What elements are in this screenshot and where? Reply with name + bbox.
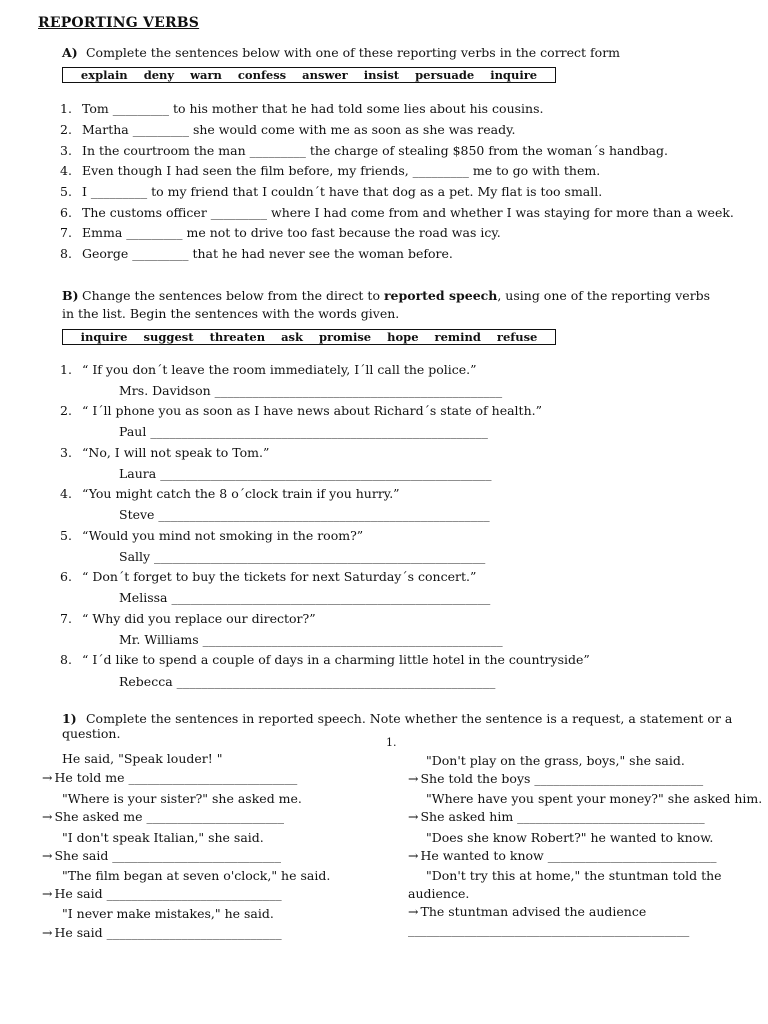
list-item bbox=[60, 225, 501, 240]
verb-b-6: remind bbox=[434, 330, 481, 344]
arrow-icon: → bbox=[42, 925, 53, 940]
arrow-icon: → bbox=[408, 904, 419, 919]
item-quote: “Would you mind not smoking in the room?” bbox=[82, 528, 364, 543]
item-number: 5. bbox=[60, 184, 72, 199]
answer-text: She asked him ______________________________ bbox=[420, 809, 705, 824]
right-answer-4[interactable] bbox=[408, 904, 646, 919]
answer-text: He said ____________________________ bbox=[54, 925, 282, 940]
item-quote: “ I´ll phone you as soon as I have news about Richard´s state of health.” bbox=[82, 403, 542, 418]
exercise-number: 1. bbox=[386, 736, 397, 749]
list-item bbox=[60, 611, 316, 626]
section-b-label: B) bbox=[62, 288, 79, 303]
verb-b-3: ask bbox=[281, 330, 303, 344]
left-answer-4[interactable] bbox=[42, 886, 282, 901]
item-text: Emma _________ me not to drive too fast because the road was icy. bbox=[82, 225, 501, 240]
left-answer-1[interactable] bbox=[42, 770, 297, 785]
left-answer-3[interactable] bbox=[42, 848, 281, 863]
item-number: 8. bbox=[60, 652, 72, 667]
answer-text: The stuntman advised the audience bbox=[420, 904, 647, 919]
answer-line[interactable]: Melissa ___________________________________________________ bbox=[119, 590, 491, 605]
item-quote: “You might catch the 8 o´clock train if you hurry.” bbox=[82, 486, 400, 501]
answer-text: She said ___________________________ bbox=[54, 848, 282, 863]
section-b-text-post: , using one of the reporting verbs in the list. Begin the sentences with the words given. bbox=[62, 288, 711, 321]
item-number: 1. bbox=[60, 101, 72, 116]
right-quote-3: "Does she know Robert?" he wanted to know. bbox=[426, 830, 714, 845]
item-number: 7. bbox=[60, 225, 72, 240]
item-number: 6. bbox=[60, 205, 72, 220]
list-item bbox=[60, 122, 516, 137]
verb-a-1: deny bbox=[143, 68, 175, 82]
item-number: 1. bbox=[60, 362, 72, 377]
left-quote-5: "I never make mistakes," he said. bbox=[62, 906, 274, 921]
item-text: Even though I had seen the film before, my friends, _________ me to go with them. bbox=[82, 163, 601, 178]
arrow-icon: → bbox=[408, 848, 419, 863]
left-quote-3: "I don't speak Italian," she said. bbox=[62, 830, 264, 845]
arrow-icon: → bbox=[42, 848, 53, 863]
arrow-icon: → bbox=[42, 886, 53, 901]
section-b-verb-box bbox=[62, 329, 556, 345]
item-number: 5. bbox=[60, 528, 72, 543]
section-1-instruction-text: Complete the sentences in reported speech. Note whether the sentence is a request, a statement or a question. bbox=[62, 711, 733, 741]
verb-b-5: hope bbox=[387, 330, 419, 344]
answer-line[interactable]: Rebecca ___________________________________________________ bbox=[119, 674, 496, 689]
item-quote: “ I´d like to spend a couple of days in a charming little hotel in the countryside” bbox=[82, 652, 590, 667]
arrow-icon: → bbox=[42, 770, 53, 785]
item-number: 6. bbox=[60, 569, 72, 584]
list-item bbox=[60, 403, 542, 418]
answer-line[interactable]: Paul ______________________________________________________ bbox=[119, 424, 488, 439]
verb-a-2: warn bbox=[190, 68, 222, 82]
verb-b-1: suggest bbox=[143, 330, 194, 344]
list-item bbox=[60, 569, 476, 584]
section-b-instruction bbox=[62, 287, 712, 323]
left-answer-2[interactable] bbox=[42, 809, 284, 824]
section-a-instruction bbox=[62, 45, 620, 60]
arrow-icon: → bbox=[42, 809, 53, 824]
item-number: 7. bbox=[60, 611, 72, 626]
right-answer-3[interactable] bbox=[408, 848, 716, 863]
verb-a-7: inquire bbox=[490, 68, 538, 82]
list-item bbox=[60, 528, 363, 543]
list-item bbox=[60, 362, 477, 377]
list-item bbox=[60, 143, 668, 158]
answer-text: She told the boys ___________________________ bbox=[420, 771, 704, 786]
item-quote: “No, I will not speak to Tom.” bbox=[82, 445, 270, 460]
item-text: George _________ that he had never see the woman before. bbox=[82, 246, 453, 261]
left-quote-2: "Where is your sister?" she asked me. bbox=[62, 791, 302, 806]
section-1-label: 1) bbox=[62, 711, 77, 726]
verb-a-4: answer bbox=[302, 68, 348, 82]
section-1-instruction bbox=[62, 711, 768, 741]
answer-line[interactable]: Laura _____________________________________________________ bbox=[119, 466, 492, 481]
section-b-text-bold: reported speech bbox=[383, 288, 498, 303]
left-quote-1: He said, "Speak louder! " bbox=[62, 751, 223, 766]
list-item bbox=[60, 101, 543, 116]
list-item bbox=[60, 246, 453, 261]
arrow-icon: → bbox=[408, 771, 419, 786]
verb-b-7: refuse bbox=[496, 330, 538, 344]
verb-a-6: persuade bbox=[415, 68, 475, 82]
item-quote: “ If you don´t leave the room immediately, I´ll call the police.” bbox=[82, 362, 477, 377]
item-text: I _________ to my friend that I couldn´t have that dog as a pet. My flat is too small. bbox=[82, 184, 603, 199]
verb-a-3: confess bbox=[237, 68, 287, 82]
verb-b-4: promise bbox=[319, 330, 372, 344]
item-text: The customs officer _________ where I had come from and whether I was staying for more than a week. bbox=[82, 205, 734, 220]
answer-line[interactable]: Mrs. Davidson ______________________________________________ bbox=[119, 383, 503, 398]
list-item bbox=[60, 205, 734, 220]
left-answer-5[interactable] bbox=[42, 925, 282, 940]
verb-a-5: insist bbox=[363, 68, 400, 82]
answer-line[interactable]: Mr. Williams ________________________________________________ bbox=[119, 632, 503, 647]
item-text: In the courtroom the man _________ the charge of stealing $850 from the woman´s handbag. bbox=[82, 143, 668, 158]
right-answer-2[interactable] bbox=[408, 809, 705, 824]
item-number: 8. bbox=[60, 246, 72, 261]
section-a-label: A) bbox=[62, 45, 78, 60]
right-answer-1[interactable] bbox=[408, 771, 703, 786]
verb-a-0: explain bbox=[80, 68, 128, 82]
item-number: 4. bbox=[60, 486, 72, 501]
answer-line[interactable]: Sally _____________________________________________________ bbox=[119, 549, 486, 564]
item-number: 3. bbox=[60, 445, 72, 460]
list-item bbox=[60, 184, 602, 199]
answer-text: He said ____________________________ bbox=[54, 886, 282, 901]
item-quote: “ Why did you replace our director?” bbox=[82, 611, 316, 626]
item-number: 2. bbox=[60, 403, 72, 418]
item-quote: “ Don´t forget to buy the tickets for next Saturday´s concert.” bbox=[82, 569, 477, 584]
section-a-instruction-text: Complete the sentences below with one of these reporting verbs in the correct form bbox=[85, 45, 621, 60]
answer-text: She asked me ______________________ bbox=[54, 809, 285, 824]
item-number: 2. bbox=[60, 122, 72, 137]
page-title: REPORTING VERBS bbox=[38, 15, 200, 31]
answer-line[interactable]: Steve _____________________________________________________ bbox=[119, 507, 490, 522]
item-text: Martha _________ she would come with me as soon as she was ready. bbox=[82, 122, 516, 137]
right-quote-2: "Where have you spent your money?" she asked him. bbox=[426, 791, 763, 806]
list-item bbox=[60, 163, 600, 178]
item-number: 3. bbox=[60, 143, 72, 158]
right-quote-4: "Don't try this at home," the stuntman told the bbox=[426, 868, 722, 883]
list-item bbox=[60, 652, 590, 667]
section-a-verb-box bbox=[62, 67, 556, 83]
item-text: Tom _________ to his mother that he had told some lies about his cousins. bbox=[82, 101, 544, 116]
item-number: 4. bbox=[60, 163, 72, 178]
answer-text: He wanted to know ___________________________ bbox=[420, 848, 717, 863]
arrow-icon: → bbox=[408, 809, 419, 824]
verb-b-2: threaten bbox=[209, 330, 266, 344]
right-quote-4-cont: audience. bbox=[408, 886, 470, 901]
answer-text: He told me ___________________________ bbox=[54, 770, 298, 785]
list-item bbox=[60, 486, 400, 501]
right-quote-1: "Don't play on the grass, boys," she said. bbox=[426, 753, 685, 768]
verb-b-0: inquire bbox=[80, 330, 128, 344]
section-b-text-pre: Change the sentences below from the direct to bbox=[82, 288, 384, 303]
right-answer-4-line[interactable]: _____________________________________________ bbox=[408, 922, 690, 937]
left-quote-4: "The film began at seven o'clock," he said. bbox=[62, 868, 331, 883]
list-item bbox=[60, 445, 269, 460]
